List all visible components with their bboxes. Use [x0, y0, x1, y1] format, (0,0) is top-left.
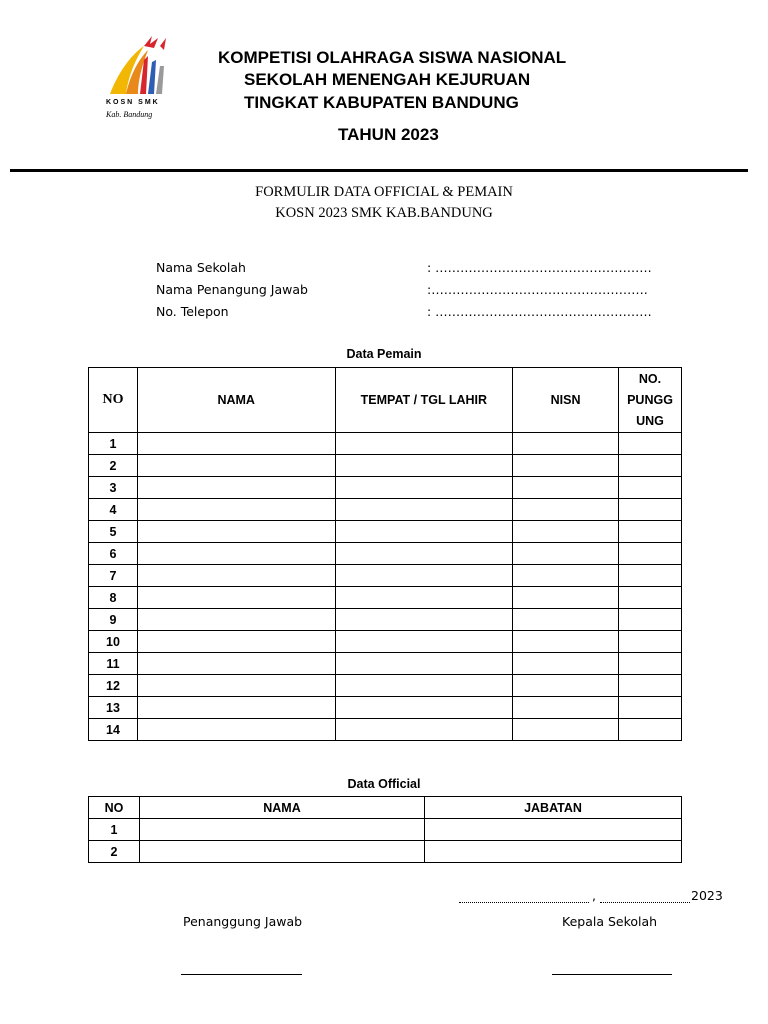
- row-number: 10: [89, 631, 138, 653]
- cell-name[interactable]: [137, 697, 335, 719]
- table-row: [89, 433, 682, 455]
- row-number: 4: [89, 499, 138, 521]
- table-row: [89, 587, 682, 609]
- row-number: 2: [89, 841, 140, 863]
- table-row: [89, 521, 682, 543]
- col-header-number-line-3: UNG: [636, 413, 664, 428]
- cell-back-number[interactable]: [619, 433, 682, 455]
- col-header-number-line-2: PUNGG: [627, 392, 673, 407]
- cell-back-number[interactable]: [619, 719, 682, 741]
- cell-name[interactable]: [137, 587, 335, 609]
- cell-birth[interactable]: [335, 455, 513, 477]
- cell-birth[interactable]: [335, 631, 513, 653]
- cell-birth[interactable]: [335, 697, 513, 719]
- cell-nisn[interactable]: [513, 653, 619, 675]
- field-value-phone[interactable]: : …………………………………………….: [427, 304, 652, 319]
- header-line-1: KOMPETISI OLAHRAGA SISWA NASIONAL: [218, 48, 567, 67]
- col-header-no: NO: [89, 368, 138, 433]
- cell-back-number[interactable]: [619, 609, 682, 631]
- players-table: [88, 367, 682, 741]
- cell-name[interactable]: [137, 653, 335, 675]
- cell-nisn[interactable]: [513, 697, 619, 719]
- cell-nisn[interactable]: [513, 477, 619, 499]
- cell-back-number[interactable]: [619, 565, 682, 587]
- cell-name[interactable]: [137, 631, 335, 653]
- cell-birth[interactable]: [335, 609, 513, 631]
- form-title-1: FORMULIR DATA OFFICIAL & PEMAIN: [255, 184, 513, 200]
- cell-birth[interactable]: [335, 521, 513, 543]
- cell-name[interactable]: [137, 609, 335, 631]
- cell-name[interactable]: [137, 499, 335, 521]
- row-number: 2: [89, 455, 138, 477]
- form-title-2: KOSN 2023 SMK KAB.BANDUNG: [275, 205, 493, 221]
- principal-label: Kepala Sekolah: [562, 914, 658, 929]
- row-number: 8: [89, 587, 138, 609]
- table-row: [89, 543, 682, 565]
- table-row: [89, 675, 682, 697]
- header-line-2: SEKOLAH MENENGAH KEJURUAN: [244, 70, 531, 89]
- signature-year: 2023: [691, 888, 723, 903]
- table-row: [89, 499, 682, 521]
- cell-back-number[interactable]: [619, 675, 682, 697]
- table-row: [89, 819, 682, 841]
- row-number: 12: [89, 675, 138, 697]
- responsible-signature-line[interactable]: [181, 974, 302, 975]
- cell-name[interactable]: [137, 433, 335, 455]
- cell-birth[interactable]: [335, 543, 513, 565]
- row-number: 5: [89, 521, 138, 543]
- row-number: 7: [89, 565, 138, 587]
- players-header-row: [89, 368, 682, 433]
- table-row: [89, 697, 682, 719]
- cell-name[interactable]: [137, 543, 335, 565]
- cell-back-number[interactable]: [619, 587, 682, 609]
- official-col-header-name: NAMA: [140, 797, 425, 819]
- cell-name[interactable]: [137, 521, 335, 543]
- officials-caption: Data Official: [347, 777, 421, 791]
- field-label-phone: No. Telepon: [156, 304, 229, 319]
- cell-name[interactable]: [137, 477, 335, 499]
- cell-back-number[interactable]: [619, 477, 682, 499]
- field-label-responsible: Nama Penangung Jawab: [156, 282, 308, 297]
- header-divider: [10, 169, 748, 172]
- logo-text: KOSN SMK: [106, 99, 160, 106]
- principal-signature-line[interactable]: [552, 974, 672, 975]
- table-row: [89, 455, 682, 477]
- cell-birth[interactable]: [335, 719, 513, 741]
- cell-name[interactable]: [137, 719, 335, 741]
- cell-nisn[interactable]: [513, 433, 619, 455]
- cell-back-number[interactable]: [619, 631, 682, 653]
- cell-official-position[interactable]: [425, 819, 682, 841]
- header-year: TAHUN 2023: [338, 125, 439, 144]
- kosn-logo: [104, 32, 176, 124]
- row-number: 3: [89, 477, 138, 499]
- field-value-school[interactable]: : …………………………………………….: [427, 260, 652, 275]
- cell-birth[interactable]: [335, 499, 513, 521]
- cell-nisn[interactable]: [513, 543, 619, 565]
- official-col-header-position: JABATAN: [425, 797, 682, 819]
- table-row: [89, 477, 682, 499]
- row-number: 11: [89, 653, 138, 675]
- row-number: 6: [89, 543, 138, 565]
- cell-back-number[interactable]: [619, 521, 682, 543]
- cell-nisn[interactable]: [513, 675, 619, 697]
- cell-nisn[interactable]: [513, 565, 619, 587]
- table-row: [89, 841, 682, 863]
- row-number: 9: [89, 609, 138, 631]
- cell-birth[interactable]: [335, 433, 513, 455]
- cell-nisn[interactable]: [513, 499, 619, 521]
- cell-back-number[interactable]: [619, 697, 682, 719]
- date-blank[interactable]: [600, 902, 690, 903]
- place-date-separator: ,: [592, 888, 596, 903]
- col-header-number: [619, 368, 682, 433]
- responsible-label: Penanggung Jawab: [183, 914, 303, 929]
- place-blank[interactable]: [459, 902, 589, 903]
- field-value-responsible[interactable]: :…………………………………………….: [427, 282, 648, 297]
- table-row: [89, 609, 682, 631]
- officials-table: [88, 796, 682, 863]
- cell-official-name[interactable]: [140, 841, 425, 863]
- col-header-birth: TEMPAT / TGL LAHIR: [335, 368, 513, 433]
- cell-birth[interactable]: [335, 587, 513, 609]
- row-number: 13: [89, 697, 138, 719]
- row-number: 1: [89, 819, 140, 841]
- table-row: [89, 565, 682, 587]
- cell-birth[interactable]: [335, 653, 513, 675]
- cell-back-number[interactable]: [619, 499, 682, 521]
- logo-subtext: Kab. Bandung: [106, 110, 153, 119]
- cell-name[interactable]: [137, 565, 335, 587]
- col-header-number-line-1: NO.: [638, 371, 662, 386]
- table-row: [89, 653, 682, 675]
- header-line-3: TINGKAT KABUPATEN BANDUNG: [244, 93, 519, 112]
- field-label-school: Nama Sekolah: [156, 260, 246, 275]
- cell-nisn[interactable]: [513, 609, 619, 631]
- cell-nisn[interactable]: [513, 631, 619, 653]
- table-row: [89, 719, 682, 741]
- cell-nisn[interactable]: [513, 719, 619, 741]
- officials-header-row: [89, 797, 682, 819]
- official-col-header-no: NO: [89, 797, 140, 819]
- table-row: [89, 631, 682, 653]
- col-header-nisn: NISN: [513, 368, 619, 433]
- cell-birth[interactable]: [335, 675, 513, 697]
- cell-birth[interactable]: [335, 565, 513, 587]
- cell-back-number[interactable]: [619, 653, 682, 675]
- row-number: 1: [89, 433, 138, 455]
- row-number: 14: [89, 719, 138, 741]
- cell-nisn[interactable]: [513, 455, 619, 477]
- cell-name[interactable]: [137, 455, 335, 477]
- cell-nisn[interactable]: [513, 587, 619, 609]
- cell-official-name[interactable]: [140, 819, 425, 841]
- cell-nisn[interactable]: [513, 521, 619, 543]
- col-header-name: NAMA: [137, 368, 335, 433]
- players-caption: Data Pemain: [346, 347, 422, 361]
- cell-name[interactable]: [137, 675, 335, 697]
- cell-birth[interactable]: [335, 477, 513, 499]
- cell-back-number[interactable]: [619, 543, 682, 565]
- cell-official-position[interactable]: [425, 841, 682, 863]
- cell-back-number[interactable]: [619, 455, 682, 477]
